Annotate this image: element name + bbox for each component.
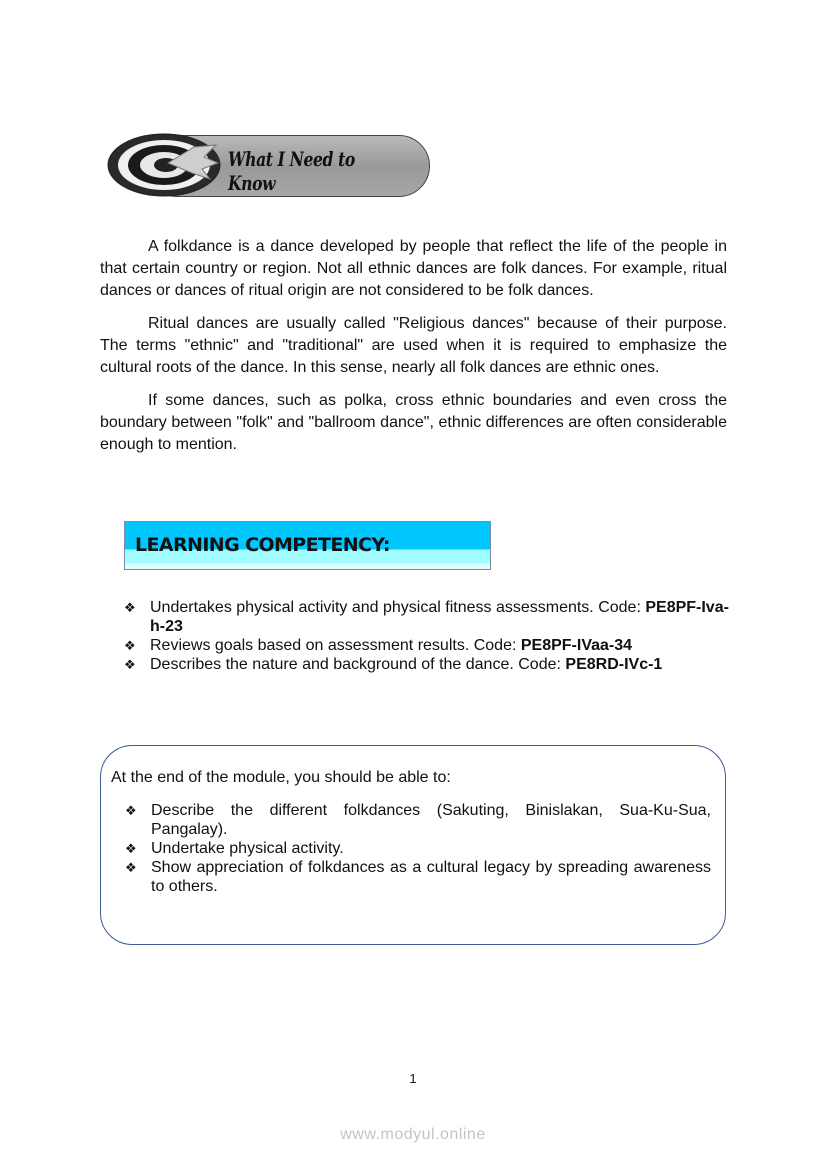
- competency-code: PE8PF-IVaa-34: [520, 637, 633, 654]
- objectives-box: [100, 745, 726, 945]
- list-item: ❖ Undertakes physical activity and physical fitness assessments. Code: PE8PF-Iva-h-23: [124, 599, 729, 635]
- competency-code: PE8RD-IVc-1: [565, 656, 663, 673]
- diamond-bullet-icon: ❖: [125, 860, 137, 875]
- objectives-intro: At the end of the module, you should be able to:: [111, 769, 451, 786]
- watermark: www.modyul.online: [340, 1126, 486, 1143]
- list-item: ❖ Show appreciation of folkdances as a cultural legacy by spreading awareness to others.: [125, 859, 711, 895]
- diamond-bullet-icon: ❖: [124, 657, 136, 672]
- competency-list: [124, 598, 734, 674]
- learning-competency-title: LEARNING COMPETENCY:: [135, 534, 390, 556]
- banner-title: What I Need to Know: [228, 147, 355, 195]
- list-item: ❖ Describes the nature and background of the dance. Code: PE8RD-IVc-1: [124, 656, 663, 673]
- list-item: ❖ Reviews goals based on assessment results. Code: PE8PF-IVaa-34: [124, 637, 633, 654]
- paragraph: Ritual dances are usually called "Religious dances" because of their purpose. The terms "ethnic" and "traditional" are used when it is required to emphasize the cultural roots of the dance. In this sense, nearly all folk dances are ethnic ones.: [100, 315, 727, 376]
- diamond-bullet-icon: ❖: [125, 841, 137, 856]
- list-item: ❖ Undertake physical activity.: [125, 840, 344, 857]
- diamond-bullet-icon: ❖: [124, 638, 136, 653]
- competency-code: PE8PF-Iva-h-23: [150, 599, 729, 635]
- paragraph: A folkdance is a dance developed by people that reflect the life of the people in that certain country or region. Not all ethnic dances are folk dances. For example, ritual dances or dances of ritual origin are not considered to be folk dances.: [100, 238, 727, 299]
- page-number: 1: [409, 1071, 417, 1086]
- learning-competency-header: [124, 521, 491, 570]
- list-item: ❖ Describe the different folkdances (Sakuting, Binislakan, Sua-Ku-Sua, Pangalay).: [125, 802, 711, 838]
- paragraph: If some dances, such as polka, cross ethnic boundaries and even cross the boundary between "folk" and "ballroom dance", ethnic differences are often considerable enough to mention.: [100, 392, 727, 453]
- target-arrow-icon: [106, 133, 226, 197]
- diamond-bullet-icon: ❖: [124, 600, 136, 615]
- section-banner: [106, 133, 430, 197]
- intro-text: [100, 236, 727, 467]
- diamond-bullet-icon: ❖: [125, 803, 137, 818]
